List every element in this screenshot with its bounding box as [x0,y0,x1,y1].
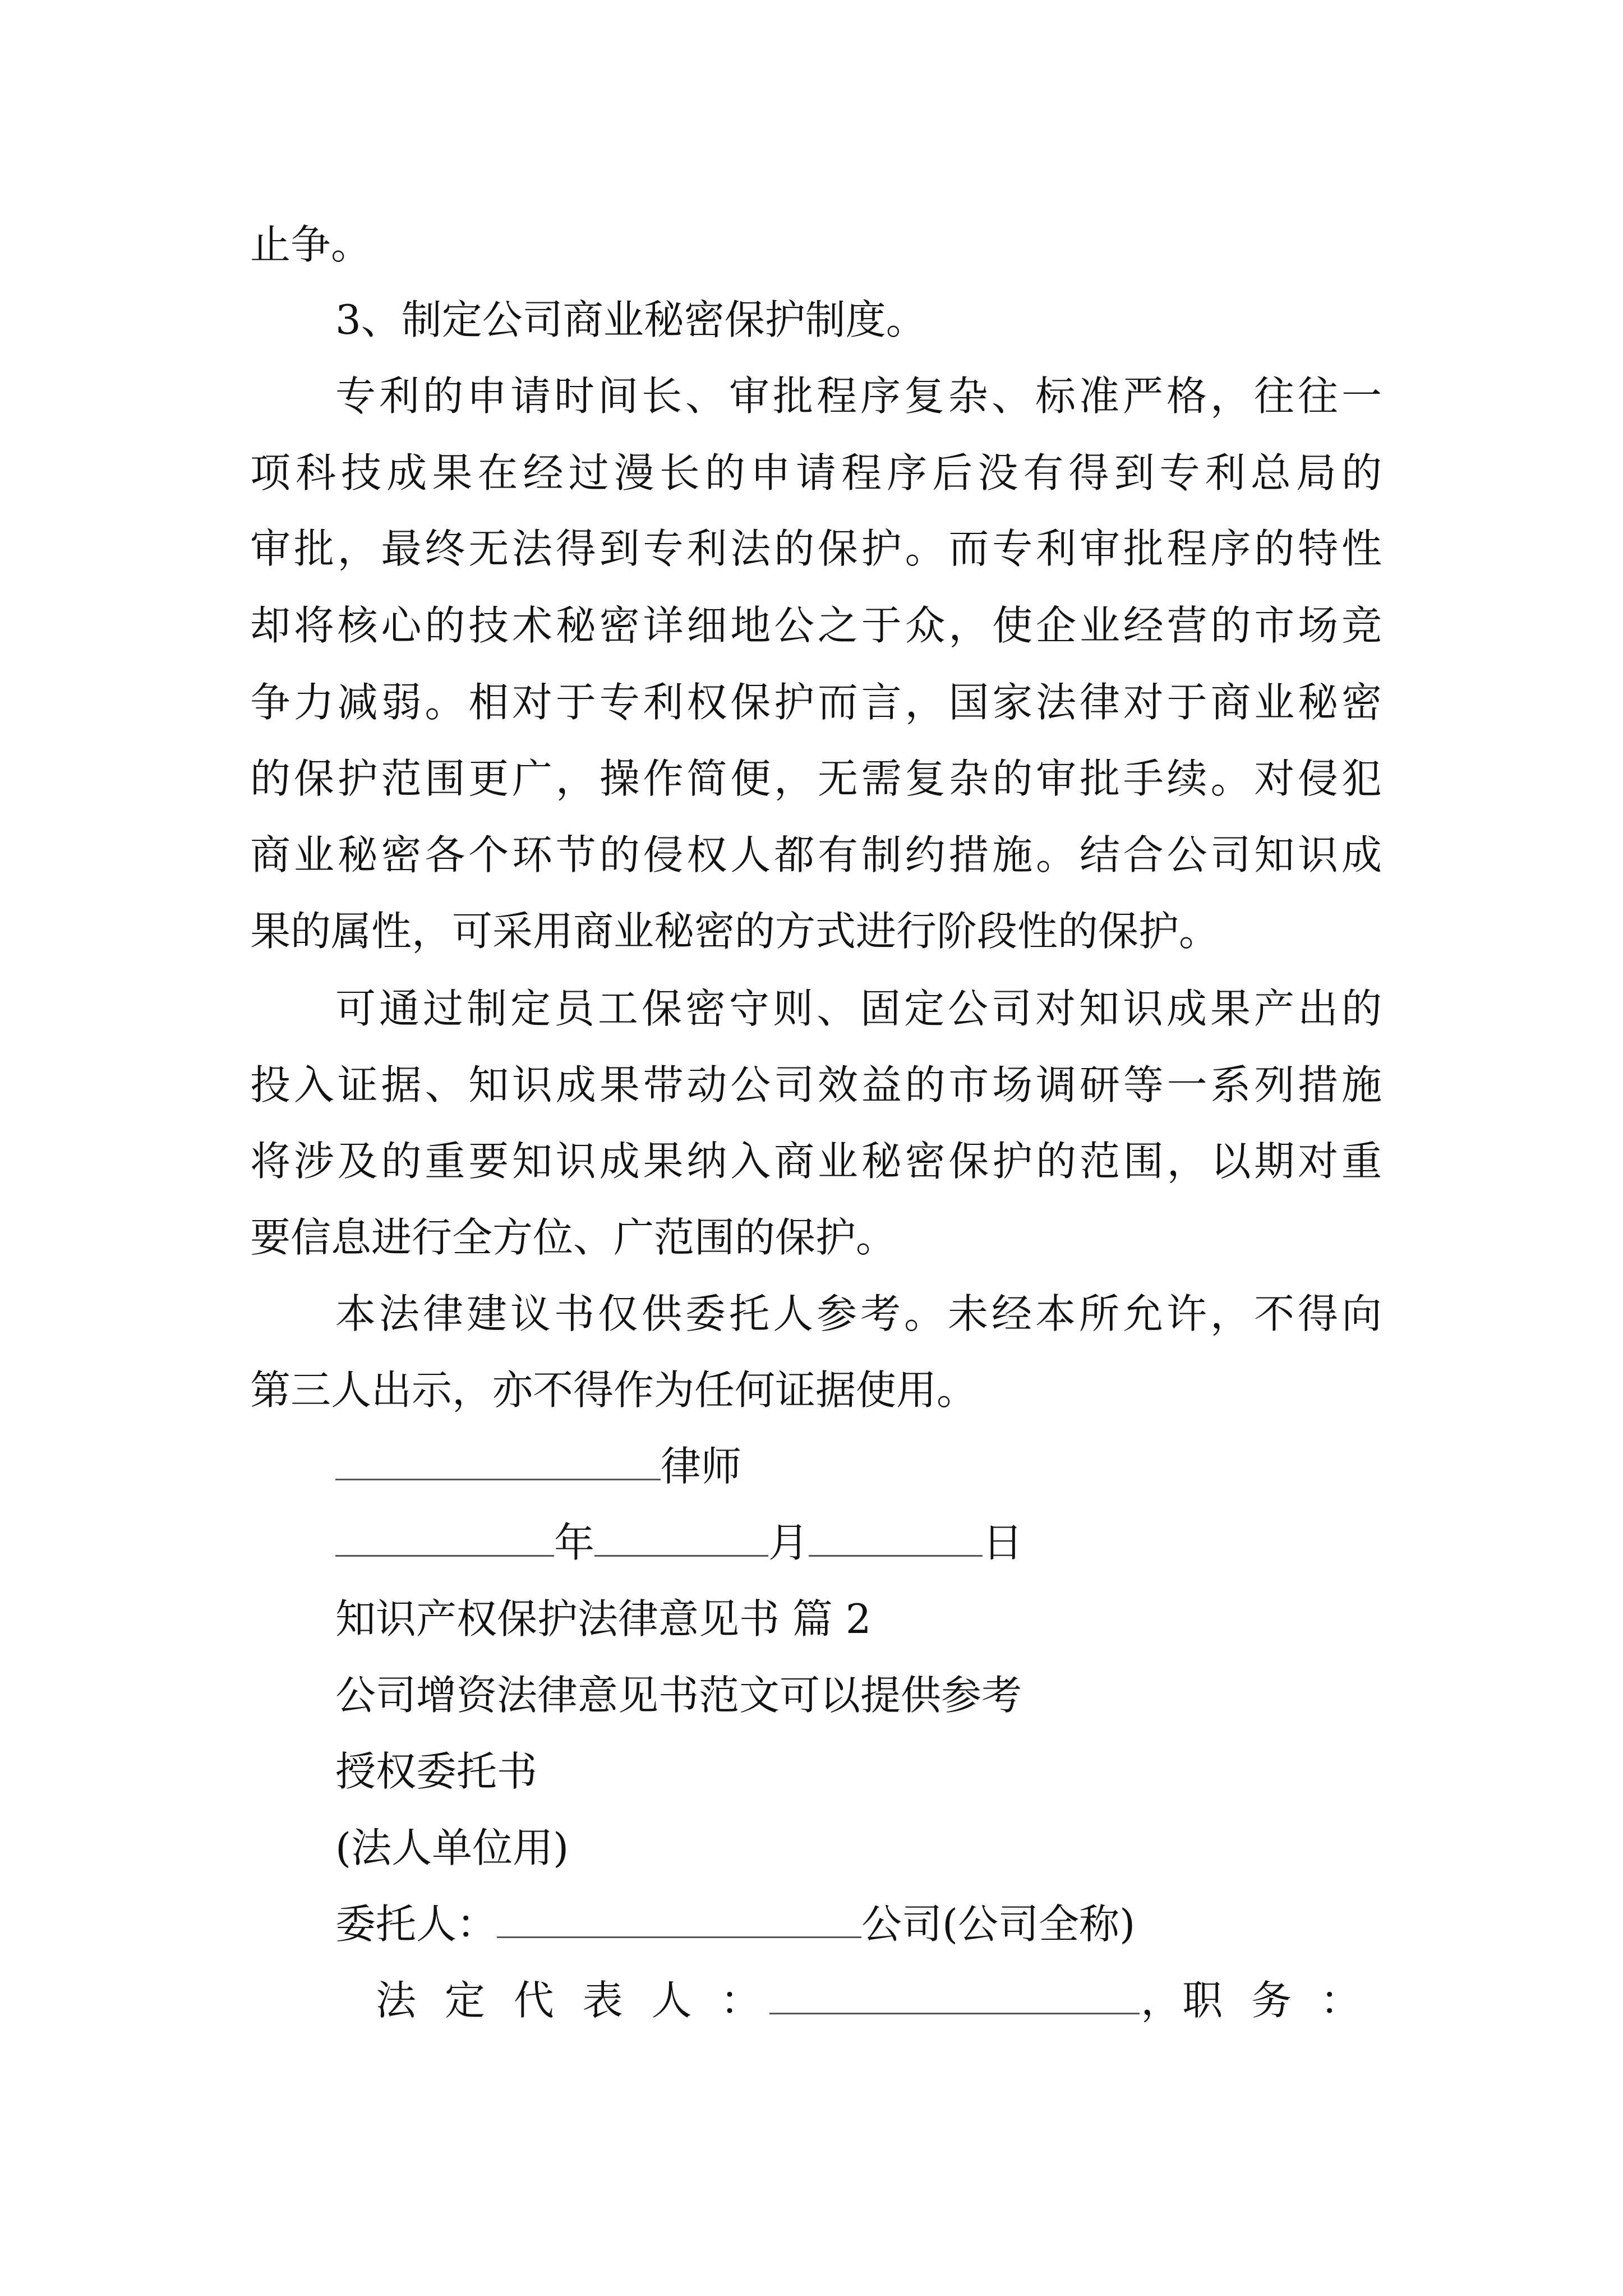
legal-rep-line [376,1973,1368,2027]
client-line [335,1897,1135,1951]
paragraph-line: 止争。 [250,221,372,268]
paragraph-line: 果的属性，可采用商业秘密的方式进行阶段性的保护。 [250,908,1220,955]
month-label: 月 [768,1519,809,1566]
year-label: 年 [554,1519,595,1566]
paragraph-line: 项科技成果在经过漫长的申请程序后没有得到专利总局的 [250,449,1382,496]
client-label: 委托人： [335,1901,497,1948]
day-blank [809,1521,983,1557]
legal-rep-label: 法 定 代 表 人 ： [376,1977,769,2024]
poa-note: (法人单位用) [335,1824,569,1871]
heading-item-3: 3、制定公司商业秘密保护制度。 [335,296,926,343]
paragraph-line: 将涉及的重要知识成果纳入商业秘密保护的范围，以期对重 [250,1138,1382,1185]
poa-title: 授权委托书 [335,1748,538,1795]
paragraph-line: 投入证据、知识成果带动公司效益的市场调研等一系列措施 [250,1061,1382,1108]
paragraph-line: 专利的申请时间长、审批程序复杂、标准严格，往往一 [335,372,1382,420]
client-name-blank [497,1903,861,1938]
paragraph-line: 却将核心的技术秘密详细地公之于众，使企业经营的市场竞 [250,602,1382,649]
paragraph-line: 可通过制定员工保密守则、固定公司对知识成果产出的 [335,985,1382,1032]
client-suffix: 公司(公司全称) [861,1901,1136,1948]
paragraph-line: 要信息进行全方位、广范围的保护。 [250,1214,897,1261]
lawyer-name-blank [335,1445,661,1480]
paragraph-line: 审批，最终无法得到专利法的保护。而专利审批程序的特性 [250,525,1382,572]
year-blank [335,1521,554,1557]
paragraph-line: 商业秘密各个环节的侵权人都有制约措施。结合公司知识成 [250,831,1382,878]
section-title: 知识产权保护法律意见书 篇 2 [335,1595,872,1642]
month-blank [594,1521,768,1557]
legal-rep-name-blank [769,1979,1140,2014]
legal-rep-separator: ， [1141,1977,1182,2024]
section-subtitle: 公司增资法律意见书范文可以提供参考 [335,1672,1022,1719]
position-label: 职 务 ： [1182,1977,1368,2024]
date-line [335,1516,1023,1570]
paragraph-line: 的保护范围更广，操作简便，无需复杂的审批手续。对侵犯 [250,755,1382,802]
paragraph-line: 争力减弱。相对于专利权保护而言，国家法律对于商业秘密 [250,679,1382,726]
day-label: 日 [983,1519,1023,1566]
paragraph-line: 本法律建议书仅供委托人参考。未经本所允许，不得向 [335,1290,1382,1337]
lawyer-signature-line [335,1439,741,1493]
paragraph-line: 第三人出示，亦不得作为任何证据使用。 [250,1366,978,1414]
lawyer-label: 律师 [661,1443,742,1490]
